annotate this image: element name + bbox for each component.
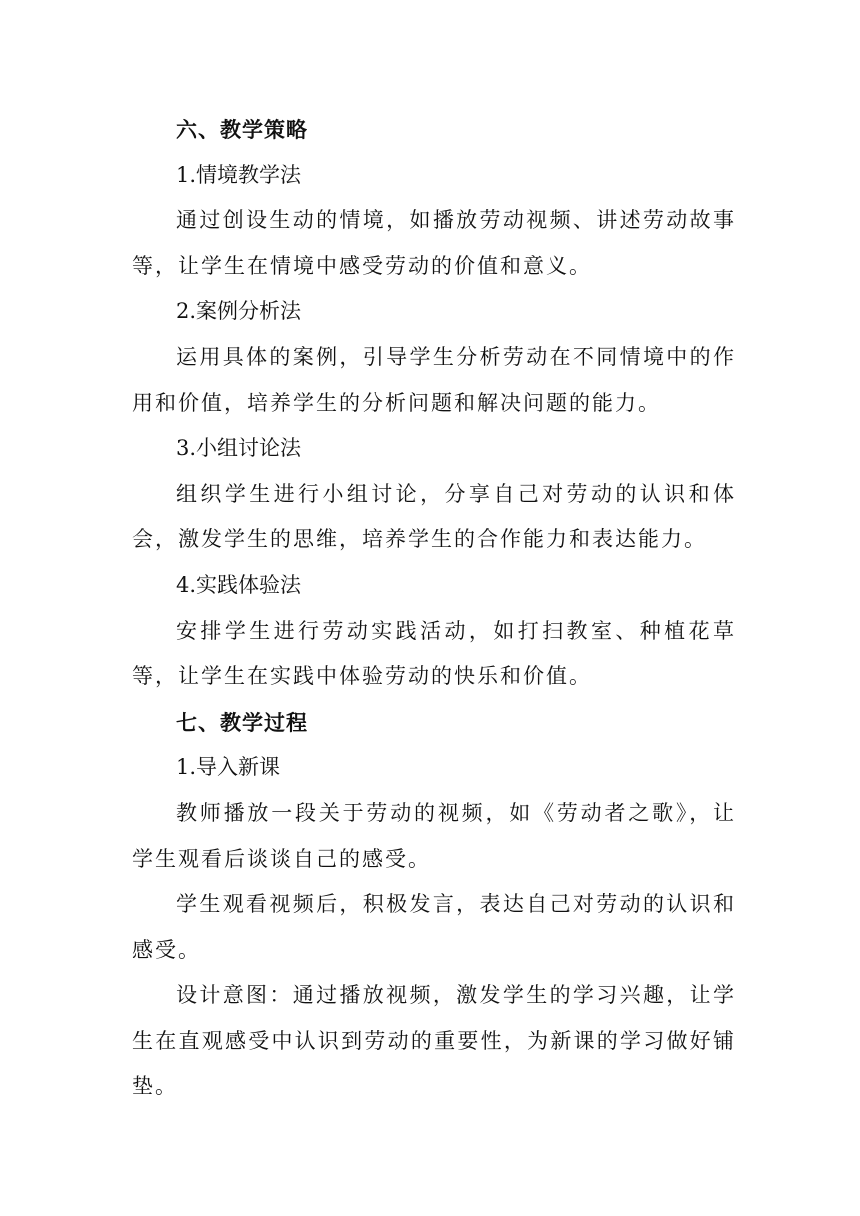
item-title-practice-method: 4.实践体验法 [176,572,302,597]
item-title-case-analysis-method: 2.案例分析法 [176,299,302,324]
paragraph-teacher-video: 教师播放一段关于劳动的视频，如《劳动者之歌》，让学生观看后谈谈自己的感受。 [132,800,736,871]
item-body-situational-method: 通过创设生动的情境，如播放劳动视频、讲述劳动故事等，让学生在情境中感受劳动的价值和意义。 [132,208,736,278]
item-body-practice-method: 安排学生进行劳动实践活动，如打扫教室、种植花草等，让学生在实践中体验劳动的快乐和价值。 [132,618,736,689]
item-title-situational-method: 1.情境教学法 [176,162,302,187]
section-heading-teaching-process: 七、教学过程 [176,709,308,735]
paragraph-design-intent: 设计意图：通过播放视频，激发学生的学习兴趣，让学生在直观感受中认识到劳动的重要性，为新课的学习做好铺垫。 [132,983,736,1099]
item-body-group-discussion-method: 组织学生进行小组讨论，分享自己对劳动的认识和体会，激发学生的思维，培养学生的合作能力和表达能力。 [132,481,736,552]
item-title-lesson-intro: 1.导入新课 [176,755,281,780]
item-title-group-discussion-method: 3.小组讨论法 [176,436,302,461]
document-body [132,107,736,1110]
paragraph-student-response: 学生观看视频后，积极发言，表达自己对劳动的认识和感受。 [132,892,736,962]
section-heading-teaching-strategy: 六、教学策略 [176,117,308,142]
item-body-case-analysis-method: 运用具体的案例，引导学生分析劳动在不同情境中的作用和价值，培养学生的分析问题和解决问题的能力。 [132,344,736,415]
